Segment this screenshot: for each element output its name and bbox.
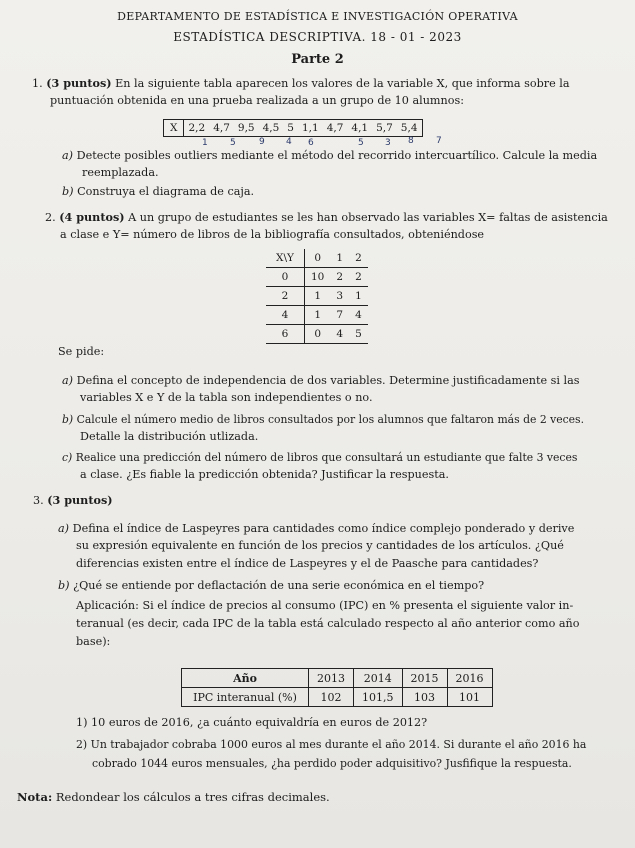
q3-part-b-line1: [58, 577, 484, 594]
q3-item2-line1: [76, 736, 586, 753]
q2-part-a-line2: variables X e Y de la tabla son independientes o no.: [80, 391, 373, 404]
q1-value-cell: 1,1: [298, 120, 323, 137]
q1-b-text: Construya el diagrama de caja.: [77, 185, 255, 198]
q2-row-label: 2: [266, 287, 305, 306]
q3-b-label: b): [58, 579, 70, 592]
q3-header-year: Año: [182, 669, 309, 688]
q3-number: 3.: [33, 494, 44, 507]
q3-part-a-line3: diferencias existen entre el índice de Laspeyres y el de Paasche para cantidades?: [76, 557, 539, 570]
q2-intro-line2: a clase e Y= número de libros de la bibliografía consultados, obteniéndose: [60, 228, 485, 241]
q1-part-a-line1: [62, 147, 597, 164]
q2-cell: 2: [349, 268, 368, 287]
q3-item1-text: 10 euros de 2016, ¿a cuánto equivaldría en euros de 2012?: [91, 716, 428, 729]
q2-header-corner: X\Y: [266, 249, 305, 268]
course-heading: ESTADÍSTICA DESCRIPTIVA. 18 - 01 - 2023: [173, 30, 462, 44]
q1-value-cell: 5,7: [372, 120, 397, 137]
q3-points: (3 puntos): [47, 493, 113, 507]
q1-intro-line1: [32, 75, 570, 92]
q2-cell: 0: [305, 325, 331, 344]
q2-row-label: 4: [266, 306, 305, 325]
q1-value-cell: 4,5: [259, 120, 284, 137]
q3-table-row: [182, 688, 493, 707]
q2-cell: 1: [305, 306, 331, 325]
q2-cell: 4: [349, 306, 368, 325]
q2-part-b-line2: Detalle la distribución utlizada.: [80, 430, 259, 443]
q2-points: (4 puntos): [59, 210, 125, 224]
q3-part-a-line2: su expresión equivalente en función de los precios y cantidades de los artículos. ¿Qué: [76, 539, 564, 552]
q2-header-cell: 2: [349, 249, 368, 268]
q1-part-a-line2: reemplazada.: [82, 166, 159, 179]
q2-row-label: 6: [266, 325, 305, 344]
q1-text1: En la siguiente tabla aparecen los valores de la variable X, que informa sobre la: [115, 77, 570, 90]
part-heading: Parte 2: [291, 52, 344, 67]
q2-contingency-table: [266, 249, 368, 344]
q2-header-cell: 1: [330, 249, 349, 268]
q3-part-b-line4: base):: [76, 635, 111, 648]
q1-value-cell: 4,7: [209, 120, 234, 137]
q3-part-b-line2: Aplicación: Si el índice de precios al consumo (IPC) en % presenta el siguiente valor in-: [76, 599, 574, 612]
q2-table-row: [266, 325, 368, 344]
q3-cell: 101,5: [354, 688, 403, 707]
q2-se-pide: Se pide:: [58, 345, 105, 358]
q3-header-cell: 2015: [402, 669, 447, 688]
q3-table-header: [182, 669, 493, 688]
q2-cell: 4: [330, 325, 349, 344]
q1-value-cell: 5: [283, 120, 298, 137]
q2-table-header: [266, 249, 368, 268]
handwritten-rank: 3: [385, 138, 391, 148]
q1-value-cell: 9,5: [234, 120, 259, 137]
handwritten-rank: 7: [436, 136, 442, 146]
q2-cell: 5: [349, 325, 368, 344]
q1-value-cell: 2,2: [184, 120, 209, 137]
q1-value-cell: 5,4: [397, 120, 422, 137]
q2-part-a-line1: [62, 372, 579, 389]
q2-part-c-line1: [62, 449, 577, 466]
q3-heading: [33, 492, 113, 509]
q2-a-label: a): [62, 374, 74, 387]
q1-a-label: a): [62, 149, 74, 162]
q2-c-label: c): [62, 451, 73, 464]
q3-part-b-line3: teranual (es decir, cada IPC de la tabla está calculado respecto al año anterior como año: [76, 617, 580, 630]
note-label: Nota:: [17, 790, 53, 804]
q1-intro-line2: puntuación obtenida en una prueba realizada a un grupo de 10 alumnos:: [50, 94, 464, 107]
handwritten-rank: 1: [202, 138, 208, 148]
q1-number: 1.: [32, 77, 43, 90]
q2-header-cell: 0: [305, 249, 331, 268]
handwritten-rank: 9: [259, 137, 265, 147]
q1-b-label: b): [62, 185, 74, 198]
handwritten-rank: 6: [308, 138, 314, 148]
q2-part-c-line2: a clase. ¿Es fiable la predicción obtenida? Justificar la respuesta.: [80, 468, 449, 481]
q3-row-label: IPC interanual (%): [182, 688, 309, 707]
q3-cell: 103: [402, 688, 447, 707]
q3-ipc-table: [181, 668, 493, 707]
q2-cell: 3: [330, 287, 349, 306]
q2-a-text: Defina el concepto de independencia de dos variables. Determine justificadamente si las: [76, 374, 580, 387]
q2-text1: A un grupo de estudiantes se les han observado las variables X= faltas de asistencia: [128, 211, 608, 224]
handwritten-rank: 8: [408, 136, 414, 146]
q2-cell: 7: [330, 306, 349, 325]
handwritten-rank: 4: [286, 137, 292, 147]
q2-part-b-line1: [62, 411, 584, 428]
q2-table-row: [266, 287, 368, 306]
department-heading: DEPARTAMENTO DE ESTADÍSTICA E INVESTIGACIÓN OPERATIVA: [117, 10, 518, 23]
q2-intro-line1: [45, 209, 608, 226]
q1-a-text: Detecte posibles outliers mediante el método del recorrido intercuartílico. Calcule la media: [76, 149, 598, 162]
q2-cell: 2: [330, 268, 349, 287]
q3-item2-text: Un trabajador cobraba 1000 euros al mes durante el año 2014. Si durante el año 2016 ha: [90, 738, 587, 751]
q3-item2-label: 2): [76, 738, 88, 751]
q3-item1-label: 1): [76, 716, 88, 729]
q3-item2-line2: cobrado 1044 euros mensuales, ¿ha perdido poder adquisitivo? Jusfifique la respuesta.: [92, 757, 572, 770]
q2-b-text: Calcule el número medio de libros consultados por los alumnos que faltaron más de 2 veces.: [76, 413, 585, 426]
note-text: Redondear los cálculos a tres cifras decimales.: [55, 790, 330, 804]
q3-cell: 102: [309, 688, 354, 707]
q1-table-label: X: [164, 120, 184, 137]
q3-header-cell: 2014: [354, 669, 403, 688]
q3-header-cell: 2016: [447, 669, 492, 688]
q2-cell: 1: [305, 287, 331, 306]
handwritten-rank: 5: [358, 138, 364, 148]
q3-b-text: ¿Qué se entiende por deflactación de una serie económica en el tiempo?: [73, 579, 485, 592]
q2-row-label: 0: [266, 268, 305, 287]
q1-points: (3 puntos): [46, 76, 112, 90]
q1-part-b: [62, 183, 254, 200]
q1-data-table: [163, 119, 423, 137]
q1-value-cell: 4,7: [323, 120, 348, 137]
handwritten-rank: 5: [230, 138, 236, 148]
q3-part-a-line1: [58, 520, 574, 537]
q3-item1: [76, 714, 427, 731]
q3-a-text: Defina el índice de Laspeyres para cantidades como índice complejo ponderado y derive: [72, 522, 575, 535]
q3-a-label: a): [58, 522, 70, 535]
q2-cell: 1: [349, 287, 368, 306]
q3-cell: 101: [447, 688, 492, 707]
footnote: [17, 789, 330, 806]
q1-table-row: [164, 120, 423, 137]
q1-value-cell: 4,1: [347, 120, 372, 137]
q3-header-cell: 2013: [309, 669, 354, 688]
q2-b-label: b): [62, 413, 74, 426]
q2-table-row: [266, 306, 368, 325]
q2-number: 2.: [45, 211, 56, 224]
q2-table-row: [266, 268, 368, 287]
q2-cell: 10: [305, 268, 331, 287]
q2-c-text: Realice una predicción del número de libros que consultará un estudiante que falte 3 veces: [75, 451, 578, 464]
